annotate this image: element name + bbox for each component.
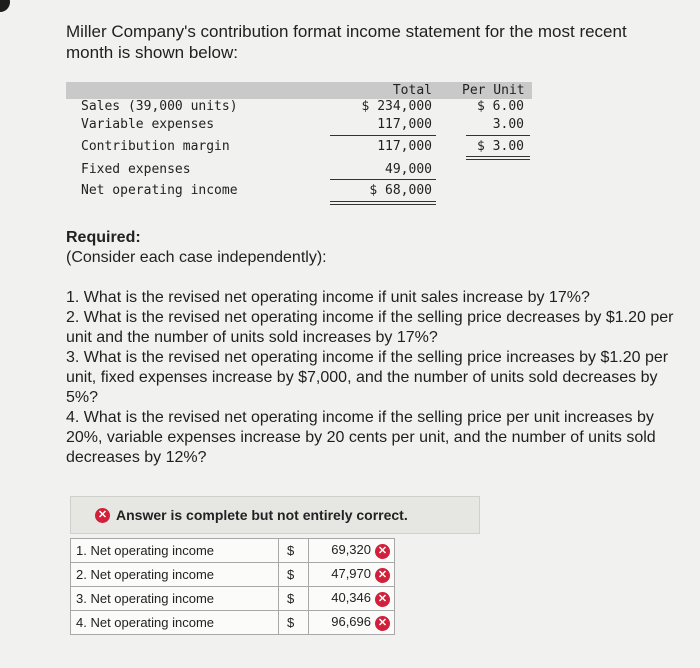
- question-2: 2. What is the revised net operating income if the selling price decreases by $1.20 per unit and the number of units sold increases by 17%?: [66, 309, 674, 346]
- required-title: Required:: [66, 229, 141, 246]
- currency-symbol: $: [279, 587, 309, 611]
- row-total-variable: 117,000: [377, 117, 432, 132]
- row-total-contribution: 117,000: [377, 139, 432, 154]
- question-4: 4. What is the revised net operating income if the selling price per unit increases by 20%, variable expenses increase by 20 cents per unit, and the number of units sold decreases by 12%?: [66, 409, 656, 466]
- answer-value-cell[interactable]: [309, 563, 395, 587]
- answer-row: [71, 539, 395, 563]
- currency-symbol: $: [279, 611, 309, 635]
- x-circle-icon: ✕: [375, 568, 390, 583]
- answer-table: [70, 538, 395, 635]
- x-circle-icon: ✕: [375, 592, 390, 607]
- rule-total-noi-2: [330, 204, 436, 205]
- question-1: 1. What is the revised net operating income if unit sales increase by 17%?: [66, 289, 590, 306]
- question-3: 3. What is the revised net operating income if the selling price increases by $1.20 per unit, fixed expenses increase by $7,000, and the number of units sold decreases by 5%?: [66, 349, 669, 406]
- row-per-unit-variable: 3.00: [492, 117, 524, 132]
- row-label-sales: Sales (39,000 units): [81, 99, 238, 114]
- rule-total-fixed: [330, 179, 436, 180]
- header-total: Total: [392, 83, 432, 98]
- x-circle-icon: ✕: [95, 508, 110, 523]
- row-label-noi: Net operating income: [81, 183, 238, 198]
- answer-row: [71, 587, 395, 611]
- x-circle-icon: ✕: [375, 616, 390, 631]
- answer-value[interactable]: 40,346: [331, 590, 371, 606]
- answer-status-banner: [70, 496, 480, 534]
- answer-value-cell[interactable]: [309, 611, 395, 635]
- header-per-unit: Per Unit: [462, 83, 525, 98]
- answer-label: 2. Net operating income: [71, 563, 279, 587]
- answer-value-cell[interactable]: [309, 587, 395, 611]
- row-total-noi: $ 68,000: [369, 183, 432, 198]
- answer-value[interactable]: 47,970: [331, 566, 371, 582]
- answer-value-cell[interactable]: [309, 539, 395, 563]
- answer-label: 1. Net operating income: [71, 539, 279, 563]
- row-label-contribution: Contribution margin: [81, 139, 230, 154]
- questions-list: [66, 288, 691, 468]
- rule-total-variable: [330, 135, 436, 136]
- required-subtitle: (Consider each case independently):: [66, 249, 327, 266]
- row-label-variable: Variable expenses: [81, 117, 215, 132]
- row-per-unit-contribution: $ 3.00: [477, 139, 524, 154]
- row-total-fixed: 49,000: [385, 162, 432, 177]
- rule-per-unit-contribution-2: [466, 159, 530, 160]
- rule-per-unit-contribution-1: [466, 156, 530, 157]
- intro-text: Miller Company's contribution format income statement for the most recent month is shown below:: [66, 22, 627, 62]
- answer-status-text: Answer is complete but not entirely correct.: [116, 507, 408, 523]
- row-per-unit-sales: $ 6.00: [477, 99, 524, 114]
- edge-dot: [0, 0, 10, 12]
- row-label-fixed: Fixed expenses: [81, 162, 191, 177]
- answer-row: [71, 563, 395, 587]
- answer-label: 4. Net operating income: [71, 611, 279, 635]
- answer-value[interactable]: 69,320: [331, 542, 371, 558]
- answer-value[interactable]: 96,696: [331, 614, 371, 630]
- currency-symbol: $: [279, 563, 309, 587]
- answer-row: [71, 611, 395, 635]
- rule-per-unit-variable: [466, 135, 530, 136]
- answer-label: 3. Net operating income: [71, 587, 279, 611]
- currency-symbol: $: [279, 539, 309, 563]
- row-total-sales: $ 234,000: [361, 99, 432, 114]
- required-section: [66, 228, 666, 268]
- rule-total-noi-1: [330, 201, 436, 202]
- x-circle-icon: ✕: [375, 544, 390, 559]
- income-statement: [66, 82, 532, 208]
